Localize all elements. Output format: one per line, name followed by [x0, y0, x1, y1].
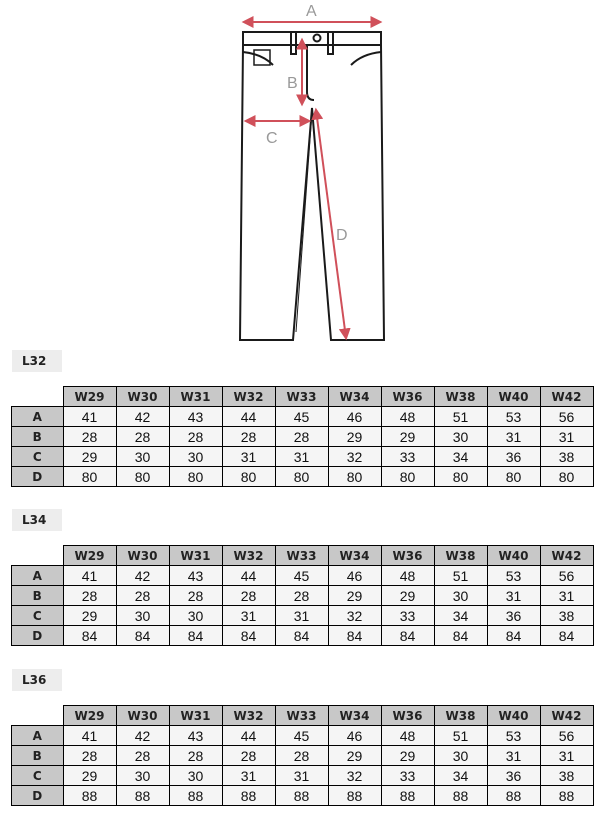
table-cell: 29: [63, 447, 116, 467]
table-cell: 88: [63, 786, 116, 806]
table-cell: 31: [275, 447, 328, 467]
column-header: W40: [487, 546, 540, 566]
table-cell: 38: [540, 606, 593, 626]
column-header: W29: [63, 546, 116, 566]
table-cell: 33: [381, 447, 434, 467]
table-cell: 28: [169, 427, 222, 447]
table-cell: 43: [169, 566, 222, 586]
table-cell: 29: [381, 746, 434, 766]
table-cell: 41: [63, 726, 116, 746]
table-row: [12, 726, 594, 746]
table-row: [12, 746, 594, 766]
table-cell: 45: [275, 407, 328, 427]
row-label: A: [12, 407, 64, 427]
table-cell: 28: [116, 586, 169, 606]
table-cell: 29: [328, 586, 381, 606]
table-cell: 84: [328, 626, 381, 646]
table-cell: 41: [63, 566, 116, 586]
table-cell: 30: [116, 766, 169, 786]
table-cell: 80: [540, 467, 593, 487]
column-header: W33: [275, 706, 328, 726]
column-header: W34: [328, 706, 381, 726]
table-cell: 30: [434, 586, 487, 606]
column-header: W32: [222, 706, 275, 726]
column-header: W32: [222, 387, 275, 407]
table-cell: 88: [222, 786, 275, 806]
table-cell: 32: [328, 447, 381, 467]
column-header: W34: [328, 546, 381, 566]
row-label: D: [12, 786, 64, 806]
column-header: W34: [328, 387, 381, 407]
table-cell: 88: [434, 786, 487, 806]
table-cell: 32: [328, 766, 381, 786]
length-label-l32: L32: [12, 350, 62, 372]
corner-cell: [12, 546, 64, 566]
table-cell: 33: [381, 606, 434, 626]
table-cell: 34: [434, 606, 487, 626]
table-cell: 38: [540, 766, 593, 786]
table-row: [12, 407, 594, 427]
table-cell: 84: [116, 626, 169, 646]
table-cell: 29: [63, 606, 116, 626]
table-cell: 31: [275, 606, 328, 626]
table-cell: 30: [169, 606, 222, 626]
row-label: C: [12, 766, 64, 786]
table-cell: 88: [487, 786, 540, 806]
column-header: W40: [487, 706, 540, 726]
header-row: [12, 546, 594, 566]
table-cell: 28: [169, 746, 222, 766]
jeans-outline: [240, 32, 384, 340]
row-label: D: [12, 467, 64, 487]
column-header: W29: [63, 706, 116, 726]
column-header: W29: [63, 387, 116, 407]
table-cell: 88: [169, 786, 222, 806]
table-row: [12, 427, 594, 447]
table-cell: 36: [487, 606, 540, 626]
table-cell: 88: [381, 786, 434, 806]
length-label-l36: L36: [12, 669, 62, 691]
table-cell: 32: [328, 606, 381, 626]
table-cell: 28: [275, 586, 328, 606]
column-header: W36: [381, 546, 434, 566]
table-cell: 53: [487, 407, 540, 427]
table-cell: 29: [63, 766, 116, 786]
table-cell: 48: [381, 566, 434, 586]
table-cell: 84: [540, 626, 593, 646]
table-cell: 28: [63, 427, 116, 447]
table-cell: 34: [434, 447, 487, 467]
table-cell: 28: [63, 586, 116, 606]
table-cell: 31: [487, 586, 540, 606]
table-cell: 48: [381, 407, 434, 427]
table-cell: 84: [169, 626, 222, 646]
table-cell: 28: [222, 746, 275, 766]
table-cell: 31: [540, 427, 593, 447]
column-header: W36: [381, 706, 434, 726]
table-cell: 28: [222, 427, 275, 447]
table-cell: 84: [434, 626, 487, 646]
table-row: [12, 606, 594, 626]
table-cell: 28: [116, 427, 169, 447]
column-header: W38: [434, 706, 487, 726]
table-cell: 29: [381, 586, 434, 606]
table-cell: 29: [328, 427, 381, 447]
table-cell: 44: [222, 566, 275, 586]
column-header: W42: [540, 706, 593, 726]
table-cell: 29: [328, 746, 381, 766]
row-label: A: [12, 726, 64, 746]
column-header: W31: [169, 706, 222, 726]
table-cell: 84: [275, 626, 328, 646]
table-cell: 36: [487, 447, 540, 467]
row-label: C: [12, 447, 64, 467]
table-cell: 80: [328, 467, 381, 487]
table-cell: 80: [169, 467, 222, 487]
corner-cell: [12, 706, 64, 726]
table-cell: 48: [381, 726, 434, 746]
table-cell: 36: [487, 766, 540, 786]
table-cell: 28: [63, 746, 116, 766]
table-cell: 43: [169, 726, 222, 746]
table-cell: 88: [540, 786, 593, 806]
table-cell: 31: [222, 606, 275, 626]
table-cell: 80: [222, 467, 275, 487]
table-cell: 46: [328, 726, 381, 746]
table-cell: 51: [434, 566, 487, 586]
table-cell: 31: [275, 766, 328, 786]
table-cell: 28: [275, 427, 328, 447]
table-cell: 45: [275, 726, 328, 746]
table-cell: 28: [275, 746, 328, 766]
table-cell: 33: [381, 766, 434, 786]
table-cell: 31: [487, 746, 540, 766]
table-cell: 28: [116, 746, 169, 766]
table-cell: 80: [381, 467, 434, 487]
table-cell: 42: [116, 726, 169, 746]
table-cell: 30: [116, 606, 169, 626]
label-a: A: [306, 3, 317, 20]
header-row: [12, 387, 594, 407]
table-row: [12, 447, 594, 467]
table-cell: 42: [116, 407, 169, 427]
table-cell: 80: [275, 467, 328, 487]
table-cell: 45: [275, 566, 328, 586]
table-cell: 41: [63, 407, 116, 427]
size-table-l32: [11, 386, 594, 487]
table-cell: 43: [169, 407, 222, 427]
column-header: W31: [169, 387, 222, 407]
label-d: D: [336, 227, 348, 244]
table-cell: 31: [540, 586, 593, 606]
table-row: [12, 766, 594, 786]
table-cell: 30: [169, 447, 222, 467]
table-cell: 51: [434, 407, 487, 427]
table-cell: 46: [328, 407, 381, 427]
table-cell: 30: [434, 746, 487, 766]
table-cell: 51: [434, 726, 487, 746]
table-cell: 30: [434, 427, 487, 447]
jeans-measurement-diagram: [0, 0, 600, 345]
column-header: W36: [381, 387, 434, 407]
row-label: D: [12, 626, 64, 646]
table-cell: 46: [328, 566, 381, 586]
table-row: [12, 586, 594, 606]
size-table-l34: [11, 545, 594, 646]
table-cell: 56: [540, 566, 593, 586]
table-cell: 31: [487, 427, 540, 447]
label-c: C: [266, 130, 278, 147]
table-cell: 84: [63, 626, 116, 646]
length-label-l34: L34: [12, 509, 62, 531]
table-cell: 84: [222, 626, 275, 646]
table-cell: 84: [381, 626, 434, 646]
table-cell: 44: [222, 407, 275, 427]
table-cell: 53: [487, 566, 540, 586]
row-label: B: [12, 427, 64, 447]
table-cell: 44: [222, 726, 275, 746]
column-header: W32: [222, 546, 275, 566]
table-cell: 31: [540, 746, 593, 766]
table-cell: 88: [328, 786, 381, 806]
table-cell: 84: [487, 626, 540, 646]
column-header: W38: [434, 546, 487, 566]
corner-cell: [12, 387, 64, 407]
row-label: C: [12, 606, 64, 626]
table-row: [12, 626, 594, 646]
size-table-l36: [11, 705, 594, 806]
table-cell: 31: [222, 766, 275, 786]
table-row: [12, 566, 594, 586]
column-header: W38: [434, 387, 487, 407]
header-row: [12, 706, 594, 726]
row-label: B: [12, 746, 64, 766]
column-header: W42: [540, 387, 593, 407]
column-header: W30: [116, 546, 169, 566]
table-row: [12, 786, 594, 806]
column-header: W42: [540, 546, 593, 566]
column-header: W33: [275, 387, 328, 407]
table-cell: 29: [381, 427, 434, 447]
table-cell: 30: [169, 766, 222, 786]
table-cell: 28: [169, 586, 222, 606]
row-label: A: [12, 566, 64, 586]
table-cell: 42: [116, 566, 169, 586]
column-header: W30: [116, 706, 169, 726]
label-b: B: [287, 75, 298, 92]
table-cell: 80: [63, 467, 116, 487]
table-cell: 56: [540, 407, 593, 427]
column-header: W33: [275, 546, 328, 566]
table-cell: 28: [222, 586, 275, 606]
column-header: W40: [487, 387, 540, 407]
column-header: W30: [116, 387, 169, 407]
table-cell: 30: [116, 447, 169, 467]
table-cell: 88: [275, 786, 328, 806]
table-cell: 56: [540, 726, 593, 746]
table-cell: 34: [434, 766, 487, 786]
table-cell: 53: [487, 726, 540, 746]
table-row: [12, 467, 594, 487]
table-cell: 38: [540, 447, 593, 467]
table-cell: 80: [487, 467, 540, 487]
table-cell: 88: [116, 786, 169, 806]
table-cell: 80: [434, 467, 487, 487]
column-header: W31: [169, 546, 222, 566]
row-label: B: [12, 586, 64, 606]
table-cell: 80: [116, 467, 169, 487]
table-cell: 31: [222, 447, 275, 467]
